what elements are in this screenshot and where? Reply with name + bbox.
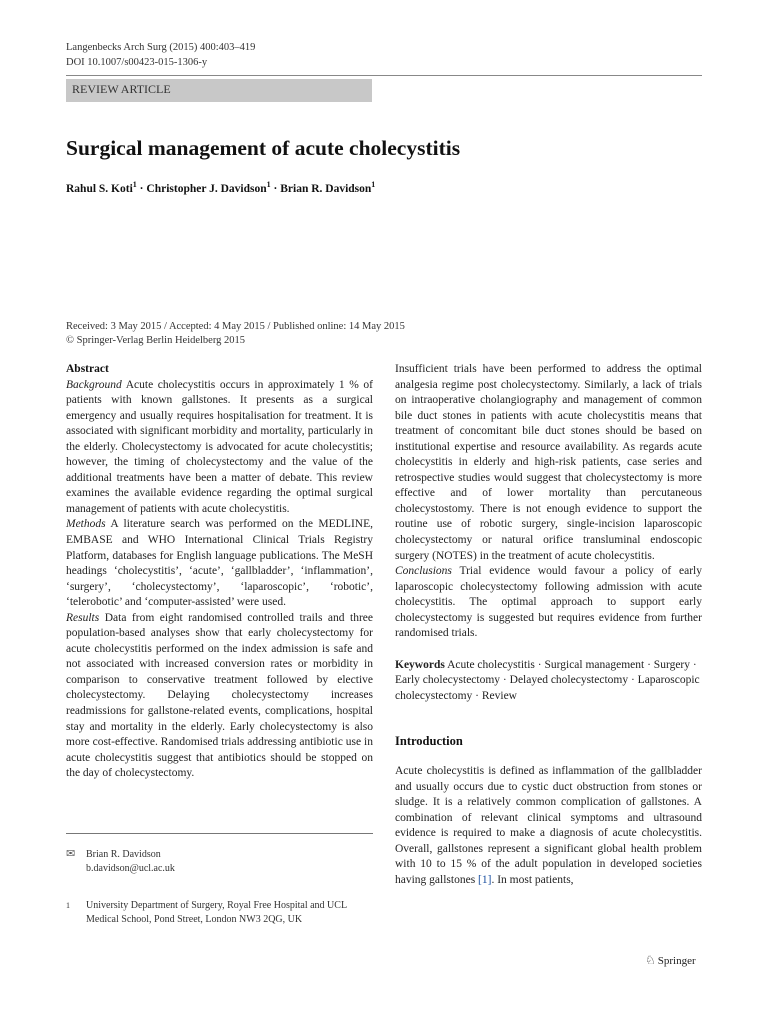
copyright-line: © Springer-Verlag Berlin Heidelberg 2015	[66, 335, 246, 346]
results-continued: Insufficient trials have been performed to address the optimal analgesia regime post cholecystectomy. Similarly, a lack of trials on intraoperative cholangiography and management of common bile duct stones in patients with acute cholecystitis means that treatment of concomitant bile duct stones should be based on institutional expertise and resource availability. As regards acute cholecystitis in elderly and high-risk patients, case series and retrospective studies would suggest that cholecystectomy is more effective and of lower mortality than percutaneous cholecystostomy. There is not enough evidence to support the routine use of robotic surgery, single-incision laparoscopic cholecystectomy or natural orifice transluminal endoscopic surgery (NOTES) in the treatment of acute cholecystitis.	[395, 363, 702, 562]
header-divider	[66, 75, 702, 76]
intro-text-part: . In most patients,	[491, 873, 574, 886]
affiliation-number: 1	[66, 901, 70, 910]
article-type-badge: REVIEW ARTICLE	[66, 79, 372, 102]
keywords-text: Acute cholecystitis · Surgical management · Surgery · Early cholecystectomy · Delayed cholecystectomy · Laparoscopic cholecystectomy · Review	[395, 658, 700, 702]
correspondence-details	[86, 848, 175, 875]
author-name: Christopher J. Davidson	[146, 182, 267, 195]
envelope-icon: ✉	[66, 848, 76, 860]
background-label: Background	[66, 378, 122, 391]
introduction-heading: Introduction	[395, 734, 463, 749]
author-name: Rahul S. Koti	[66, 182, 133, 195]
doi: DOI 10.1007/s00423-015-1306-y	[66, 57, 208, 68]
footnote-divider	[66, 833, 373, 834]
corresponding-email[interactable]: b.davidson@ucl.ac.uk	[86, 862, 175, 874]
corresponding-author: Brian R. Davidson	[86, 849, 161, 860]
reference-link[interactable]: [1]	[478, 873, 492, 886]
intro-text-part: Acute cholecystitis is defined as inflammation of the gallbladder and usually occurs due to cystic duct obstruction from stones or sludge. It is a relatively common complication of gallstones. A combination of relevant clinical symptoms and ultrasound evidence is required to make a diagnosis of acute cholecystitis. Overall, gallstones represent a significant global health problem with 10 to 15 % of the adult population in developed societies having gallstones	[395, 765, 702, 886]
background-text: Acute cholecystitis occurs in approximately 1 % of patients with known gallstones. It presents as a surgical emergency and usually requires hospitalisation for treatment. It is associated with significant morbidity and mortality, particularly in the elderly. Cholecystectomy is advocated for acute cholecystitis; however, the timing of cholecystectomy and the value of the additional treatments have been a matter of debate. This review examines the available evidence regarding the optimal surgical management of patients with acute cholecystitis.	[66, 378, 373, 515]
publisher-name: Springer	[657, 955, 696, 967]
journal-citation: Langenbecks Arch Surg (2015) 400:403–419	[66, 42, 256, 53]
author-affiliation-mark: 1	[266, 180, 271, 189]
abstract-heading: Abstract	[66, 363, 109, 375]
author-separator: ·	[136, 182, 147, 195]
article-history	[66, 320, 405, 348]
right-column	[395, 362, 702, 888]
abstract-background	[66, 378, 373, 518]
author-separator: ·	[270, 182, 281, 195]
introduction-text	[395, 764, 702, 888]
springer-horse-icon: ♘	[645, 953, 656, 967]
author-affiliation-mark: 1	[371, 180, 376, 189]
author-list	[66, 180, 375, 195]
keywords	[395, 658, 702, 705]
abstract-results	[66, 611, 373, 782]
keywords-label: Keywords	[395, 658, 445, 671]
author-affiliation-mark: 1	[132, 180, 137, 189]
correspondence-footnote	[66, 848, 373, 875]
history-dates: Received: 3 May 2015 / Accepted: 4 May 2015 / Published online: 14 May 2015	[66, 321, 405, 332]
conclusions-text: Trial evidence would favour a policy of early laparoscopic cholecystectomy following admission with acute cholecystitis. The optimal approach to support early cholecystectomy is suggested but requires evidence from further randomised trials.	[395, 565, 702, 640]
publisher-logo	[645, 953, 696, 968]
results-label: Results	[66, 611, 100, 624]
article-title: Surgical management of acute cholecystitis	[66, 136, 461, 160]
abstract-methods	[66, 517, 373, 610]
author-name: Brian R. Davidson	[280, 182, 372, 195]
results-text: Data from eight randomised controlled trails and three population-based analyses show that early cholecystectomy for acute cholecystitis performed on the index admission is safe and not associated with increased conversion rates or morbidity in comparison to conservative treatment followed by elective cholecystectomy. Delaying cholecystectomy increases readmissions for gallstone-related events, complications, hospital stay and mortality in the elderly. Early cholecystectomy is also more cost-effective. Randomised trials addressing antibiotic use in acute cholecystitis suggest that antibiotics should be stopped on the day of cholecystectomy.	[66, 611, 373, 780]
abstract-conclusions	[395, 564, 702, 642]
left-column	[66, 362, 373, 782]
affiliation-footnote	[66, 899, 373, 926]
methods-text: A literature search was performed on the MEDLINE, EMBASE and WHO International Clinical Trials Registry Platform, databases for English language publications. The MeSH headings ‘cholecystitis’, ‘acute’, ‘gallbladder’, ‘inflammation’, ‘surgery’, ‘cholecystectomy’, ‘laparoscopic’, ‘robotic’, ‘telerobotic’ and ‘computer-assisted’ were used.	[66, 518, 373, 609]
methods-label: Methods	[66, 518, 106, 531]
affiliation-text: University Department of Surgery, Royal Free Hospital and UCL Medical School, Pond Street, London NW3 2QG, UK	[86, 900, 347, 925]
conclusions-label: Conclusions	[395, 565, 452, 578]
